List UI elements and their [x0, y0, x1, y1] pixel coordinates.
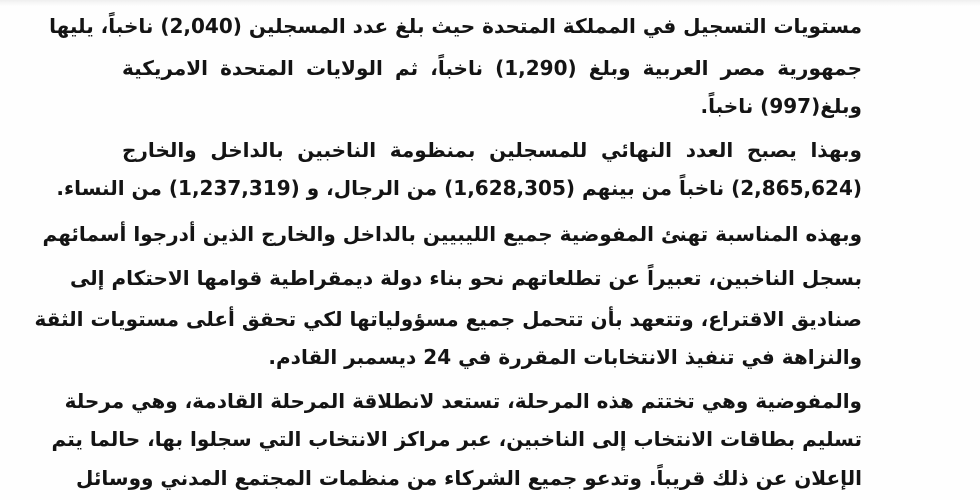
text-line-1: مستويات التسجيل في المملكة المتحدة حيث بلغ عدد المسجلين (2,040) ناخباً، يليها: [49, 14, 862, 38]
text-line-4: وبهذا يصبح العدد النهائي للمسجلين بمنظومة الناخبين بالداخل والخارج: [122, 138, 862, 162]
text-line-11: تسليم بطاقات الانتخاب إلى الناخبين، عبر مراكز الانتخاب التي سجلوا بها، حالما يتم: [51, 427, 862, 451]
text-line-10: والمفوضية وهي تختتم هذه المرحلة، تستعد لانطلاقة المرحلة القادمة، وهي مرحلة: [64, 389, 862, 413]
text-line-12: الإعلان عن ذلك قريباً. وتدعو جميع الشركاء من منظمات المجتمع المدني ووسائل: [76, 466, 862, 490]
text-line-8: صناديق الاقتراع، وتتعهد بأن تتحمل جميع مسؤولياتها لكي تحقق أعلى مستويات الثقة: [34, 307, 862, 331]
text-line-5: (2,865,624) ناخباً من بينهم (1,628,305) من الرجال، و (1,237,319) من النساء.: [56, 176, 862, 200]
text-line-7: بسجل الناخبين، تعبيراً عن تطلعاتهم نحو بناء دولة ديمقراطية قوامها الاحتكام إلى: [69, 266, 862, 290]
text-line-9: والنزاهة في تنفيذ الانتخابات المقررة في 24 ديسمبر القادم.: [268, 345, 862, 369]
text-line-2: جمهورية مصر العربية وبلغ (1,290) ناخباً، ثم الولايات المتحدة الامريكية: [122, 56, 863, 80]
text-line-3: وبلغ(997) ناخباً.: [700, 94, 862, 118]
text-line-6: وبهذه المناسبة تهنئ المفوضية جميع الليبيين بالداخل والخارج الذين أدرجوا أسمائهم: [42, 222, 862, 246]
